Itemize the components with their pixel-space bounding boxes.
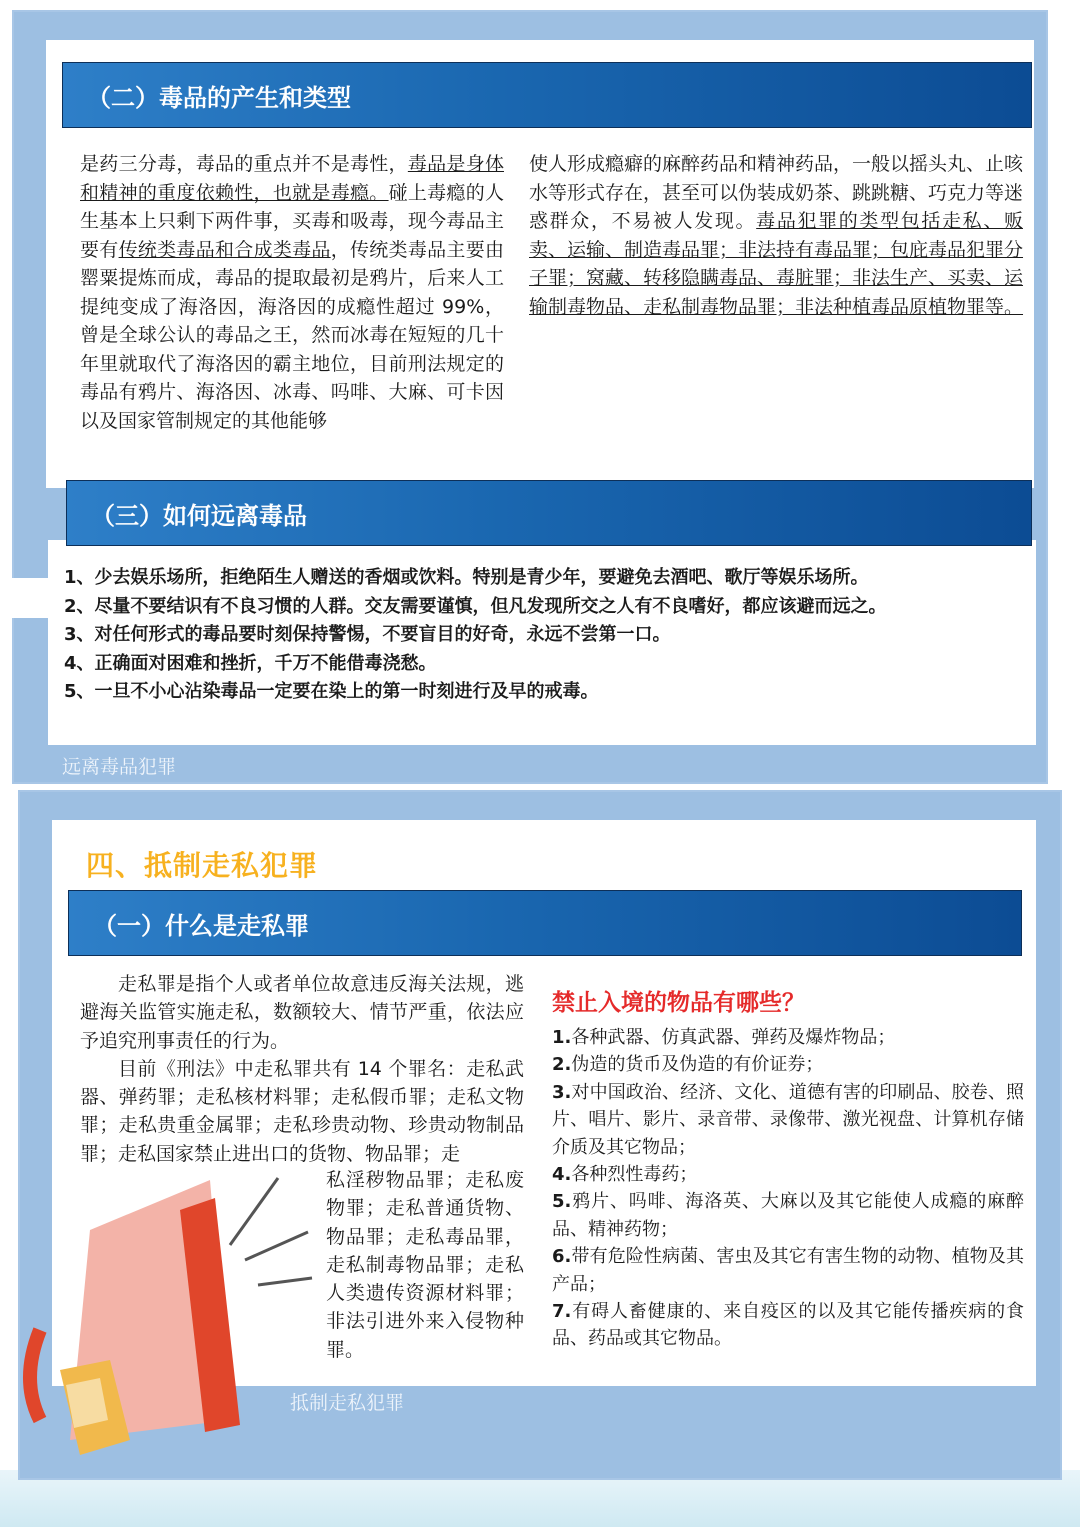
section2-right-column: [529, 150, 1023, 321]
smuggling-definition-p2: 目前《刑法》中走私罪共有 14 个罪名：走私武器、弹药罪；走私核材料罪；走私假币罪；走私文物罪；走私贵重金属罪；走私珍贵动物、珍贵动物制品罪；走私国家禁止进出口的货物、物品罪；走: [80, 1057, 524, 1165]
prohibited-item-number: 5.: [552, 1191, 572, 1213]
prohibited-item: [552, 1161, 1024, 1188]
section4-sub-title: （一）什么是走私罪: [93, 911, 309, 940]
prohibited-item: [552, 1298, 1024, 1353]
smuggling-definition-cont: [326, 1166, 524, 1364]
body-text: 碰上毒瘾的人生基本上只剩下两件事，买毒和吸毒，现今毒品主要有: [80, 181, 504, 261]
section4-sub-title-band: [68, 890, 1022, 956]
prohibited-items-list: [552, 1024, 1024, 1353]
prohibited-item-number: 6.: [552, 1246, 572, 1268]
body-text: 使人形成瘾癖的麻醉药品和精神药品，一般以摇头丸、止咳水等形式存在，甚至可以伪装成奶茶、跳跳糖、巧克力等迷惑群众，不易被人发现。: [529, 153, 1024, 232]
tip-1: 1、少去娱乐场所，拒绝陌生人赠送的香烟或饮料。特别是青少年，要避免去酒吧、歌厅等娱乐场所。: [64, 567, 869, 588]
prohibited-item-number: 1.: [552, 1027, 572, 1048]
section3-tips: [64, 564, 1044, 707]
tip-4: 4、正确面对困难和挫折，千万不能借毒浇愁。: [64, 652, 437, 674]
section2-title: （二）毒品的产生和类型: [87, 83, 351, 112]
smuggling-definition-p1: 走私罪是指个人或者单位故意违反海关法规，逃避海关监管实施走私，数额较大、情节严重，依法应予追究刑事责任的行为。: [80, 973, 524, 1052]
prohibited-item: [552, 1079, 1024, 1161]
prohibited-item-number: 3.: [552, 1081, 572, 1103]
tip-2: 2、尽量不要结识有不良习惯的人群。交友需要谨慎，但凡发现所交之人有不良嗜好，都应该避而远之。: [64, 595, 887, 617]
section4-heading: 四、抵制走私犯罪: [86, 849, 319, 882]
prohibited-items-title: 禁止入境的物品有哪些？: [552, 990, 805, 1016]
section2-title-band: [62, 62, 1032, 128]
body-text: ，传统类毒品主要由罂粟提炼而成，毒品的提取最初是鸦片，后来人工提纯变成了海洛因，海洛因的成瘾性超过 99%，曾是全球公认的毒品之王，然而冰毒在短短的几十年里就取代了海洛因的霸主地位，目前刑法规定的毒品有鸦片、海洛因、冰毒、吗啡、大麻、可卡因以及国家管制规定的其他能够: [80, 238, 504, 432]
underlined-text: 毒品是身体和精神的重度依赖性，也就是毒瘾。: [80, 153, 504, 204]
prohibited-item-text: 有碍人畜健康的、来自疫区的以及其它能传播疾病的食品、药品或其它物品。: [552, 1301, 1024, 1350]
prohibited-item-number: 2.: [552, 1054, 572, 1076]
section4-caption: 抵制走私犯罪: [290, 1392, 405, 1414]
body-text: 是药三分毒，毒品的重点并不是毒性，: [80, 153, 408, 175]
underlined-text: 毒品犯罪的类型包括走私、贩卖、运输、制造毒品罪；非法持有毒品罪；包庇毒品犯罪分子罪；窝藏、转移隐瞒毒品、毒脏罪；非法生产、买卖、运输制毒物品、走私制毒物品罪；非法种植毒品原植物罪等。: [529, 210, 1024, 318]
prohibited-item: [552, 1243, 1024, 1298]
prohibited-item: [552, 1024, 1024, 1051]
prohibited-item-number: 7.: [552, 1301, 572, 1323]
section3-title-band: [66, 480, 1032, 546]
prohibited-item-text: 各种烈性毒药；: [571, 1164, 698, 1186]
prohibited-item: [552, 1051, 1024, 1078]
section2-left-column: [80, 150, 504, 435]
prohibited-item-text: 对中国政治、经济、文化、道德有害的印刷品、胶卷、照片、唱片、影片、录音带、录像带、激光视盘、计算机存储介质及其它物品；: [552, 1081, 1024, 1158]
megaphone-icon: [0, 1170, 330, 1470]
prohibited-item: [552, 1188, 1024, 1243]
prohibited-item-text: 鸦片、吗啡、海洛英、大麻以及其它能使人成瘾的麻醉品、精神药物；: [552, 1191, 1024, 1240]
smuggling-definition-p3: 私淫秽物品罪；走私废物罪；走私普通货物、物品罪；走私毒品罪，走私制毒物品罪；走私人类遗传资源材料罪；非法引进外来入侵物种罪。: [326, 1169, 524, 1361]
tip-5: 5、一旦不小心沾染毒品一定要在染上的第一时刻进行及早的戒毒。: [64, 681, 599, 702]
panel-drug-crime-notch: [8, 578, 68, 618]
prohibited-item-text: 各种武器、仿真武器、弹药及爆炸物品；: [571, 1027, 896, 1048]
section3-caption: 远离毒品犯罪: [62, 756, 177, 778]
prohibited-item-text: 带有危险性病菌、害虫及其它有害生物的动物、植物及其产品；: [552, 1246, 1024, 1295]
prohibited-item-text: 伪造的货币及伪造的有价证券；: [571, 1054, 824, 1076]
tip-3: 3、对任何形式的毒品要时刻保持警惕，不要盲目的好奇，永远不尝第一口。: [64, 624, 671, 645]
section3-title: （三）如何远离毒品: [91, 501, 307, 530]
prohibited-item-number: 4.: [552, 1164, 572, 1186]
underlined-text: 传统类毒品和合成类毒品: [118, 238, 331, 261]
smuggling-definition: [80, 970, 524, 1168]
